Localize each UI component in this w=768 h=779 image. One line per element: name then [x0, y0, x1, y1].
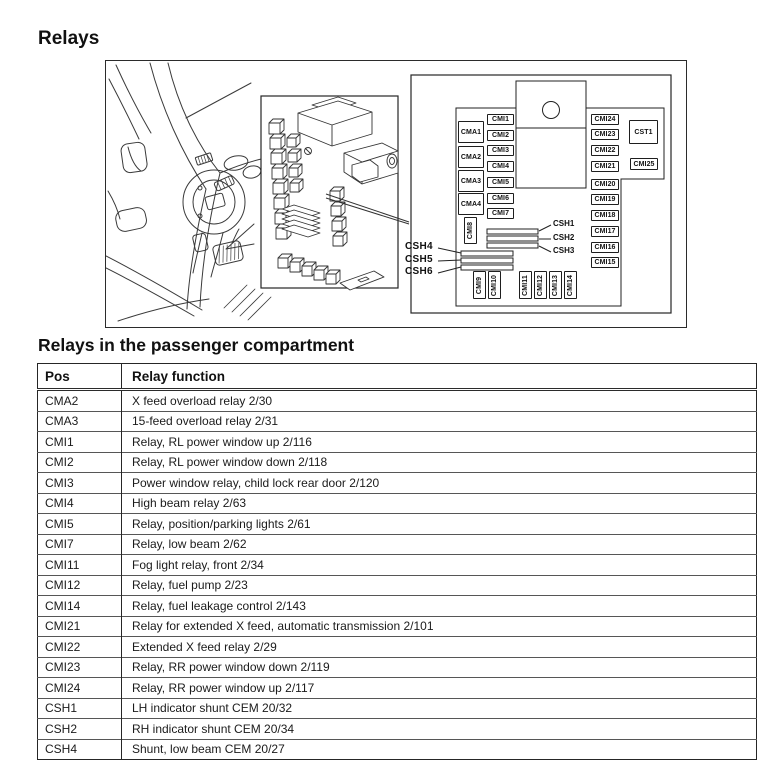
- table-row: [38, 555, 757, 576]
- shunt-label-CSH3: CSH3: [553, 246, 575, 255]
- relay-slot-CMI24: CMI24: [591, 114, 619, 125]
- relay-slot-CMI25: CMI25: [630, 158, 658, 170]
- shunt-label-CSH4: CSH4: [405, 241, 433, 252]
- pos-cell: CMI21: [38, 616, 122, 637]
- table-row: [38, 678, 757, 699]
- relay-function-cell: Relay, RL power window up 2/116: [122, 432, 757, 453]
- relay-slot-layer: [106, 61, 688, 329]
- pos-cell: CMI5: [38, 514, 122, 535]
- table-row: [38, 637, 757, 658]
- table-row: [38, 575, 757, 596]
- relay-slot-CMI11: CMI11: [519, 271, 532, 299]
- pos-cell: CMI14: [38, 596, 122, 617]
- shunt-label-CSH5: CSH5: [405, 254, 433, 265]
- relay-function-cell: RH indicator shunt CEM 20/34: [122, 719, 757, 740]
- relay-slot-CMA2: CMA2: [458, 146, 484, 168]
- relay-slot-CMI20: CMI20: [591, 179, 619, 190]
- pos-cell: CMI1: [38, 432, 122, 453]
- relay-function-cell: High beam relay 2/63: [122, 493, 757, 514]
- table-row: [38, 473, 757, 494]
- pos-cell: CMI7: [38, 534, 122, 555]
- relay-table: [37, 363, 757, 760]
- table-row: [38, 534, 757, 555]
- relay-function-cell: Relay, position/parking lights 2/61: [122, 514, 757, 535]
- pos-cell: CMI4: [38, 493, 122, 514]
- table-row: [38, 719, 757, 740]
- relay-slot-CMI6: CMI6: [487, 193, 514, 204]
- table-row: [38, 657, 757, 678]
- relay-slot-CMI19: CMI19: [591, 194, 619, 205]
- relay-slot-CMI12: CMI12: [534, 271, 547, 299]
- column-header-pos: Pos: [38, 364, 122, 390]
- relay-function-cell: Relay, fuel leakage control 2/143: [122, 596, 757, 617]
- pos-cell: CMA2: [38, 390, 122, 412]
- relay-slot-CMI10: CMI10: [488, 271, 501, 299]
- pos-cell: CMI12: [38, 575, 122, 596]
- relay-slot-CMI13: CMI13: [549, 271, 562, 299]
- pos-cell: CMA3: [38, 411, 122, 432]
- relay-function-cell: Relay, fuel pump 2/23: [122, 575, 757, 596]
- relay-function-cell: LH indicator shunt CEM 20/32: [122, 698, 757, 719]
- relay-function-cell: Relay for extended X feed, automatic transmission 2/101: [122, 616, 757, 637]
- relay-function-cell: Power window relay, child lock rear door 2/120: [122, 473, 757, 494]
- shunt-label-CSH6: CSH6: [405, 266, 433, 277]
- section-heading: Relays in the passenger compartment: [38, 335, 355, 355]
- table-row: [38, 432, 757, 453]
- relay-slot-CMI18: CMI18: [591, 210, 619, 221]
- relay-slot-CMI14: CMI14: [564, 271, 577, 299]
- relay-slot-CMI7: CMI7: [487, 208, 514, 219]
- relay-function-cell: Shunt, low beam CEM 20/27: [122, 739, 757, 760]
- table-row: [38, 616, 757, 637]
- relay-slot-CMA3: CMA3: [458, 170, 484, 192]
- relay-location-figure: [105, 60, 687, 328]
- table-row: [38, 698, 757, 719]
- relay-function-cell: Extended X feed relay 2/29: [122, 637, 757, 658]
- relay-slot-CMI16: CMI16: [591, 242, 619, 253]
- table-row: [38, 514, 757, 535]
- relay-slot-CMI3: CMI3: [487, 145, 514, 156]
- relay-function-cell: 15-feed overload relay 2/31: [122, 411, 757, 432]
- pos-cell: CMI11: [38, 555, 122, 576]
- shunt-label-CSH2: CSH2: [553, 233, 575, 242]
- relay-function-cell: Relay, RL power window down 2/118: [122, 452, 757, 473]
- pos-cell: CMI2: [38, 452, 122, 473]
- table-row: [38, 390, 757, 412]
- pos-cell: CMI22: [38, 637, 122, 658]
- pos-cell: CMI3: [38, 473, 122, 494]
- table-row: [38, 452, 757, 473]
- relay-function-cell: X feed overload relay 2/30: [122, 390, 757, 412]
- relay-slot-CMI4: CMI4: [487, 161, 514, 172]
- relay-function-cell: Relay, RR power window down 2/119: [122, 657, 757, 678]
- pos-cell: CSH2: [38, 719, 122, 740]
- relay-slot-CMI1: CMI1: [487, 114, 514, 125]
- relay-slot-CMA4: CMA4: [458, 193, 484, 215]
- pos-cell: CMI24: [38, 678, 122, 699]
- table-row: [38, 411, 757, 432]
- relay-slot-CMI17: CMI17: [591, 226, 619, 237]
- relay-slot-CMI21: CMI21: [591, 161, 619, 172]
- pos-cell: CMI23: [38, 657, 122, 678]
- table-row: [38, 596, 757, 617]
- relay-slot-CMI23: CMI23: [591, 129, 619, 140]
- relay-function-cell: Relay, low beam 2/62: [122, 534, 757, 555]
- pos-cell: CSH1: [38, 698, 122, 719]
- relay-table-header: [38, 364, 757, 390]
- shunt-label-CSH1: CSH1: [553, 219, 575, 228]
- relay-slot-CMI22: CMI22: [591, 145, 619, 156]
- relay-slot-CMI15: CMI15: [591, 257, 619, 268]
- column-header-function: Relay function: [122, 364, 757, 390]
- pos-cell: CSH4: [38, 739, 122, 760]
- relay-slot-CMI5: CMI5: [487, 177, 514, 188]
- relay-slot-CMI8: CMI8: [464, 217, 477, 244]
- page-title: Relays: [38, 28, 100, 49]
- relay-slot-CMI2: CMI2: [487, 130, 514, 141]
- relay-slot-CST1: CST1: [629, 120, 658, 144]
- relay-function-cell: Relay, RR power window up 2/117: [122, 678, 757, 699]
- relay-function-cell: Fog light relay, front 2/34: [122, 555, 757, 576]
- table-row: [38, 739, 757, 760]
- table-row: [38, 493, 757, 514]
- relay-slot-CMI9: CMI9: [473, 271, 486, 299]
- relay-slot-CMA1: CMA1: [458, 121, 484, 143]
